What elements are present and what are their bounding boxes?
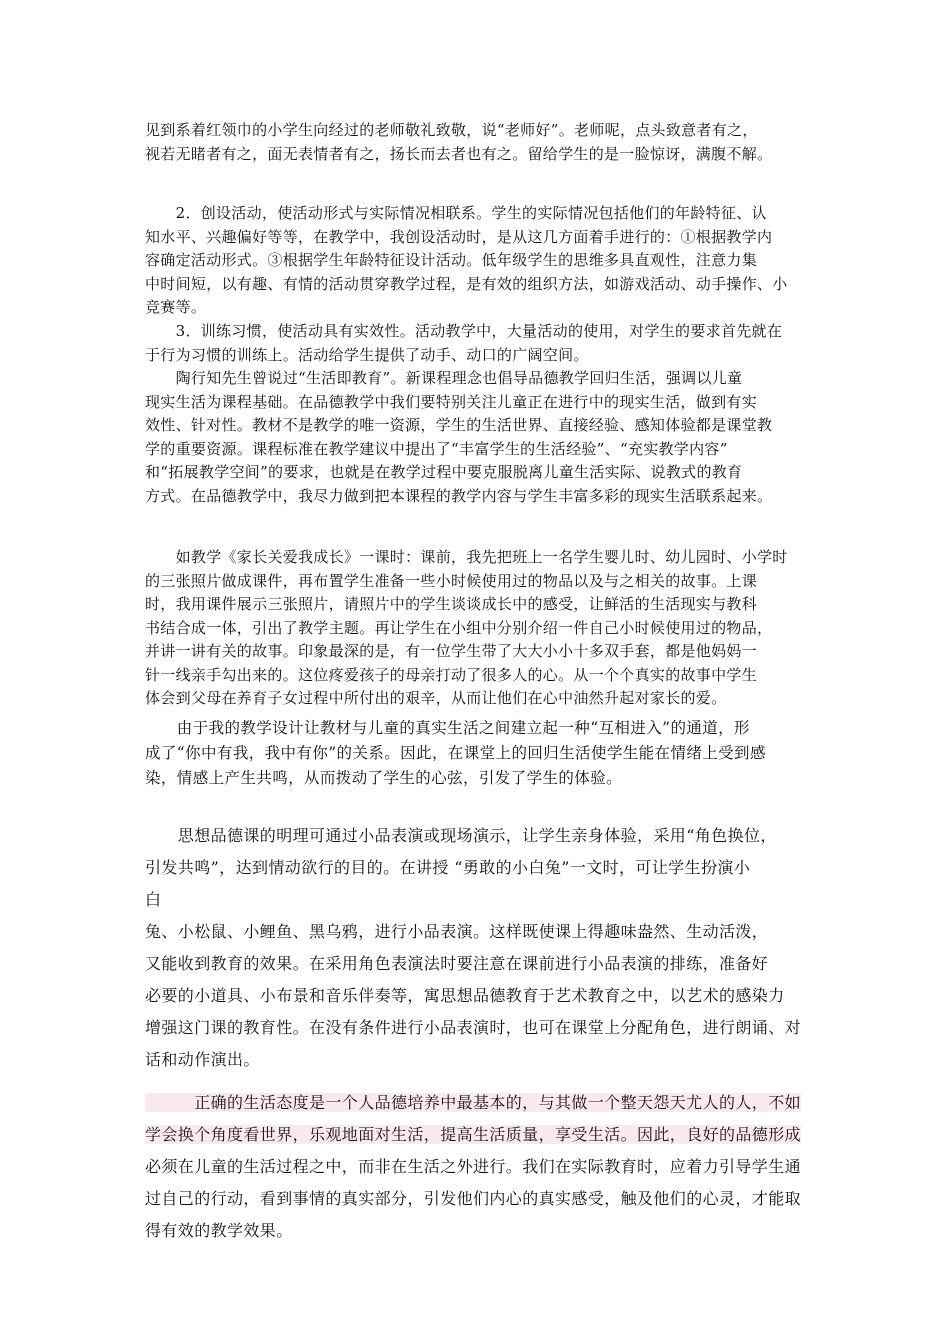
highlighted-text: 学会换个角度看世界，乐观地面对生活，提高生活质量，享受生活。因此，良好的品德形成 — [145, 1125, 802, 1144]
text-line: 现实生活为课程基础。在品德教学中我们要特别关注儿童正在进行中的现实生活，做到有实 — [145, 392, 758, 411]
text-line: 容确定活动形式。③根据学生年龄特征设计活动。低年级学生的思维多具直观性，注意力集 — [145, 251, 758, 269]
paragraph-5 — [145, 546, 821, 711]
text-line: 思想品德课的明理可通过小品表演或现场演示，让学生亲身体验，采用“角色换位， — [145, 826, 777, 845]
text-line: 增强这门课的教育性。在没有条件进行小品表演时，也可在课堂上分配角色，进行朗诵、对 — [145, 1018, 802, 1037]
paragraph-2 — [145, 202, 821, 320]
text-line: 染，情感上产生共鸣，从而拨动了学生的心弦，引发了学生的体验。 — [145, 769, 623, 787]
paragraph-1 — [145, 119, 821, 166]
text-line: 如教学《家长关爱我成长》一课时：课前，我先把班上一名学生婴儿时、幼儿园时、小学时 — [145, 548, 788, 566]
text-line: 书结合成一体，引出了教学主题。再让学生在小组中分别介绍一件自己小时候使用过的物品， — [145, 618, 773, 637]
text-line: 中时间短，以有趣、有情的活动贯穿教学过程，是有效的组织方法，如游戏活动、动手操作、小 — [145, 274, 788, 293]
text-line: 方式。在品德教学中，我尽力做到把本课程的教学内容与学生丰富多彩的现实生活联系起来。 — [145, 486, 773, 505]
paragraph-4 — [145, 367, 821, 508]
text-line: 并讲一讲有关的故事。印象最深的是，有一位学生带了大大小小十多双手套，都是他妈妈一 — [145, 642, 758, 660]
text-line: 针一线亲手勾出来的。这位疼爱孩子的母亲打动了很多人的心。从一个个真实的故事中学生 — [145, 665, 758, 684]
text-line: 过自己的行动，看到事情的真实部分，引发他们内心的真实感受，触及他们的心灵，才能取 — [145, 1189, 802, 1208]
highlighted-text: 正确的生活态度是一个人品德培养中最基本的，与其做一个整天怨天尤人的人，不如 — [145, 1093, 802, 1112]
text-line: 竞赛等。 — [145, 298, 207, 316]
paragraph-7 — [145, 820, 821, 1076]
text-line: 见到系着红领巾的小学生向经过的老师敬礼致敬，说“老师好”。老师呢，点头致意者有之， — [145, 121, 758, 139]
text-line: 和“拓展教学空间”的要求，也就是在教学过程中要克服脱离儿童生活实际、说教式的教育 — [145, 463, 743, 481]
text-line — [145, 1119, 821, 1151]
text-line: 引发共鸣”，达到情动欲行的目的。在讲授 “勇敢的小白兔”一文时，可让学生扮演小 — [145, 858, 751, 877]
text-line: 视若无睹者有之，面无表情者有之，扬长而去者也有之。留给学生的是一脸惊讶，满腹不解。 — [145, 144, 773, 163]
paragraph-3 — [145, 320, 821, 367]
text-line: 必须在儿童的生活过程之中，而非在生活之外进行。我们在实际教育时，应着力引导学生通 — [145, 1157, 802, 1176]
text-line: 必要的小道具、小布景和音乐伴奏等，寓思想品德教育于艺术教育之中，以艺术的感染力 — [145, 986, 785, 1005]
text-line: 陶行知先生曾说过“生活即教育”。新课程理念也倡导品德教学回归生活，强调以儿童 — [145, 369, 743, 387]
text-line: 兔、小松鼠、小鲤鱼、黑乌鸦，进行小品表演。这样既使课上得趣味盎然、生动活泼， — [145, 922, 769, 941]
paragraph-8 — [145, 1087, 821, 1247]
text-line: 知水平、兴趣偏好等等，在教学中，我创设活动时，是从这几方面着手进行的：①根据教学内 — [145, 227, 773, 246]
text-line: 效性、针对性。教材不是教学的唯一资源，学生的生活世界、直接经验、感知体验都是课堂教 — [145, 416, 773, 434]
text-line: 又能收到教育的效果。在采用角色表演法时要注意在课前进行小品表演的排练，准备好 — [145, 954, 769, 973]
text-line: 体会到父母在养育子女过程中所付出的艰辛，从而让他们在心中油然升起对家长的爱。 — [145, 689, 727, 707]
text-line: 由于我的教学设计让教材与儿童的真实生活之间建立起一种“互相进入”的通道，形 — [145, 719, 750, 737]
text-line: 时，我用课件展示三张照片，请照片中的学生谈谈成长中的感受，让鲜活的生活现实与教科 — [145, 595, 758, 613]
text-line: 成了“你中有我，我中有你”的关系。因此，在课堂上的回归生活使学生能在情绪上受到感 — [145, 744, 766, 762]
text-line: 的三张照片做成课件，再布置学生准备一些小时候使用过的物品以及与之相关的故事。上课 — [145, 571, 758, 590]
text-line: 于行为习惯的训练上。活动给学生提供了动手、动口的广阔空间。 — [145, 345, 589, 364]
paragraph-6 — [145, 716, 821, 791]
text-line: 白 — [145, 890, 162, 909]
text-line — [145, 1087, 821, 1119]
text-line: 学的重要资源。课程标准在教学建议中提出了“丰富学生的生活经验”、“充实教学内容” — [145, 439, 728, 458]
text-line: 得有效的教学效果。 — [145, 1221, 293, 1240]
text-line: 3．训练习惯，使活动具有实效性。活动教学中，大量活动的使用，对学生的要求首先就在 — [145, 322, 783, 340]
text-line: 话和动作演出。 — [145, 1050, 260, 1069]
text-line: 2．创设活动，使活动形式与实际情况相联系。学生的实际情况包括他们的年龄特征、认 — [145, 204, 767, 222]
